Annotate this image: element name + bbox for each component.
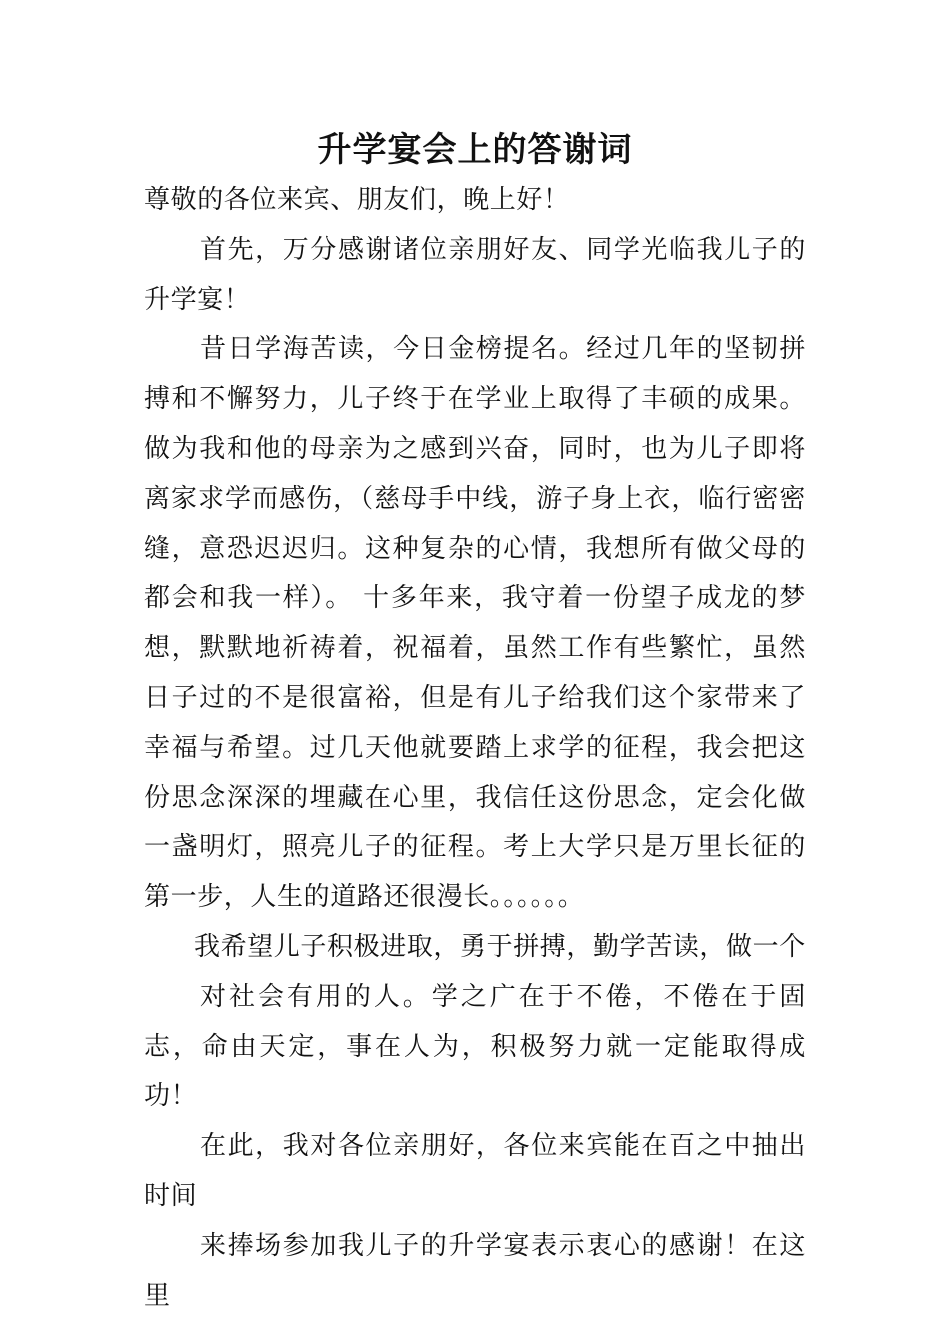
paragraph-hope: 我希望儿子积极进取，勇于拼搏，勤学苦读，做一个: [194, 931, 806, 962]
paragraph-thanks: 首先，万分感谢诸位亲朋好友、同学光临我儿子的升学宴！: [144, 234, 806, 315]
document-title: 升学宴会上的答谢词: [317, 130, 633, 170]
document-body: [144, 176, 806, 1321]
paragraph-closing: 来捧场参加我儿子的升学宴表示衷心的感谢！在这里: [144, 1230, 806, 1311]
paragraph-greeting: 尊敬的各位来宾、朋友们，晚上好！: [144, 185, 570, 215]
paragraph-main: 昔日学海苦读，今日金榜提名。经过几年的坚韧拼搏和不懈努力，儿子终于在学业上取得了丰硕的成果。做为我和他的母亲为之感到兴奋，同时，也为儿子即将离家求学而感伤，（慈母手中线，游子身上衣，临行密密缝，意恐迟迟归。这种复杂的心情，我想所有做父母的都会和我一样）。 十多年来，我守着一份望子成龙的梦想，默默地祈祷着，祝福着，虽然工作有些繁忙，虽然日子过的不是很富裕，但是有儿子给我们这个家带来了幸福与希望。过几天他就要踏上求学的征程，我会把这份思念深深的埋藏在心里，我信任这份思念，定会化做一盏明灯，照亮儿子的征程。考上大学只是万里长征的第一步，人生的道路还很漫长。。。。。。: [144, 334, 806, 913]
paragraph-useful-person: 对社会有用的人。学之广在于不倦，不倦在于固志，命由天定，事在人为，积极努力就一定能取得成功！: [144, 981, 806, 1112]
paragraph-appreciation: 在此，我对各位亲朋好，各位来宾能在百之中抽出时间: [144, 1131, 806, 1211]
